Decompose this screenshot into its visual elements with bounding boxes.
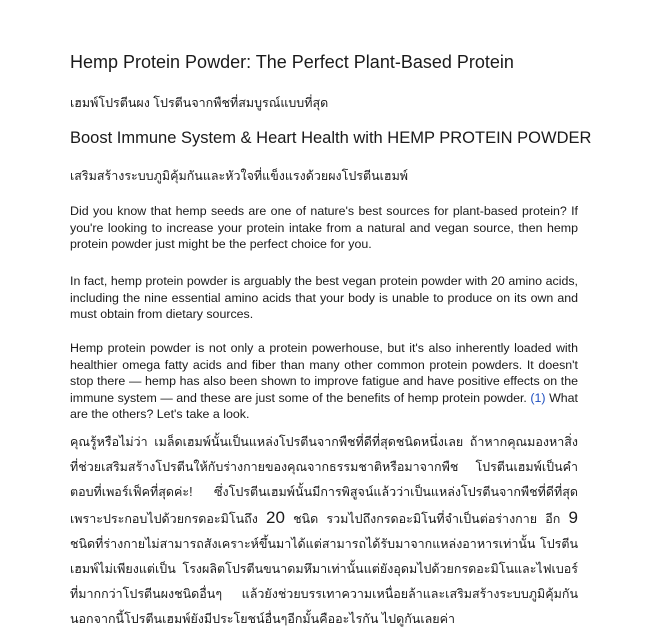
paragraph-2: In fact, hemp protein powder is arguably the best vegan protein powder with 20 amino acids, including the nine essential amino acids that your body is unable to produce on its own and must obtain from dietary sources.: [70, 274, 578, 322]
thai-paragraph-part1: คุณรู้หรือไม่ว่า เมล็ดเฮมพ์นั้นเป็นแหล่งโปรตีนจากพืชที่ดีที่สุดชนิดหนึ่งเลย ถ้าหากคุณมองหาสิ่งที่ช่วยเสริมสร้างโปรตีนให้กับร่างกายของคุณจากธรรมชาติหรือมาจากพืช โปรตีนเฮมพ์เป็นคำตอบที่เพอร์เฟ็คที่สุดค่ะ! ซึ่งโปรตีนเฮมพ์นั้นมีการพิสูจน์แล้วว่าเป็นแหล่งโปรตีนจากพืชที่ดีที่สุด เพราะประกอบไปด้วยกรดอะมิโนถึง: [70, 435, 578, 526]
thai-paragraph: [70, 430, 578, 632]
thai-paragraph-part3: ชนิดที่ร่างกายไม่สามารถสังเคราะห์ขึ้นมาได้แต่สามารถได้รับมาจากแหล่งอาหารเท่านั้น โปรตีนเฮมพ์ไม่เพียงแต่เป็น โรงผลิตโปรตีนขนาดมหึมาเท่านั้นแต่ยังอุดมไปด้วยกรดอะมิโนและไฟเบอร์ที่มากกว่าโปรตีนผงชนิดอื่นๆ แล้วยังช่วยบรรเทาความเหนื่อยล้าและเสริมสร้างระบบภูมิคุ้มกัน นอกจากนี้โปรตีนเฮมพ์ยังมีประโยชน์อื่นๆอีกมั้นคืออะไรกัน ไปดูกันเลยค่า: [70, 537, 578, 626]
essential-amino-count: 9: [568, 508, 578, 527]
article-subtitle-thai: เสริมสร้างระบบภูมิคุ้มกันและหัวใจที่แข็งแรงด้วยผงโปรตีนเฮมพ์: [70, 169, 409, 183]
paragraph-3-end: What are the others? Let's take a look.: [70, 390, 578, 422]
article-subtitle: Boost Immune System & Heart Health with HEMP PROTEIN POWDER: [70, 129, 592, 147]
article-title-thai: เฮมพ์โปรตีนผง โปรตีนจากพืชที่สมบูรณ์แบบที่สุด: [70, 96, 329, 110]
paragraph-1: Did you know that hemp seeds are one of nature's best sources for plant-based protein? If you're looking to increase your protein intake from a natural and vegan source, then hemp protein powder just might be the perfect choice for you.: [70, 204, 578, 252]
article-title: Hemp Protein Powder: The Perfect Plant-Based Protein: [70, 52, 514, 72]
paragraph-3-body: Hemp protein powder is not only a protein powerhouse, but it's also inherently loaded with healthier omega fatty acids and fiber than many other common protein powders. It doesn't stop there — hemp has also been shown to improve fatigue and have positive effects on the immune system — and these are just some of the benefits of hemp protein powder.: [70, 341, 578, 405]
citation-link[interactable]: (1): [530, 390, 546, 405]
amino-acid-count: 20: [265, 508, 285, 527]
thai-paragraph-part2: ชนิด รวมไปถึงกรดอะมิโนที่จำเป็นต่อร่างกาย อีก: [293, 512, 561, 526]
paragraph-3: [70, 340, 578, 423]
